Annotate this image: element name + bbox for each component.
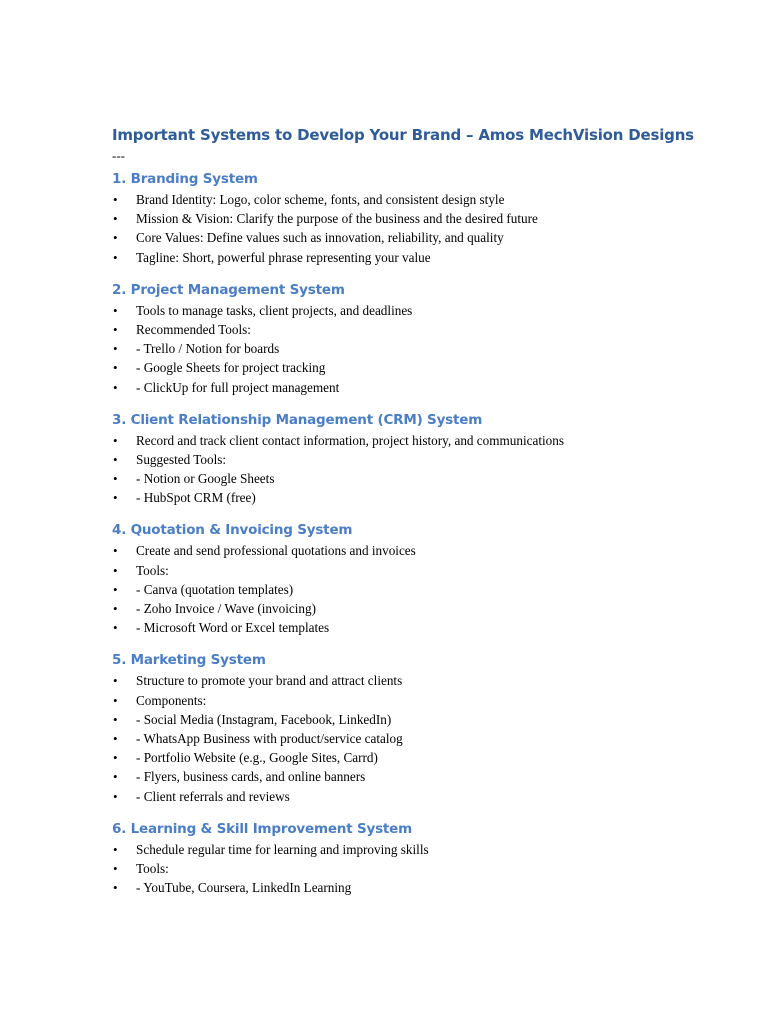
list-item <box>112 787 732 806</box>
bullet-list <box>112 431 732 508</box>
bullet-icon: • <box>113 562 118 578</box>
bullet-icon: • <box>113 360 118 376</box>
list-item <box>112 320 732 339</box>
list-item-text: Structure to promote your brand and attract clients <box>136 673 403 689</box>
section-client-relationship-management-crm-system <box>112 409 732 520</box>
bullet-icon: • <box>113 211 118 227</box>
section-project-management-system <box>112 279 732 409</box>
list-item <box>112 729 732 748</box>
list-item-text: Tools: <box>136 562 169 578</box>
list-item <box>112 228 732 247</box>
list-item <box>112 599 732 618</box>
list-item <box>112 859 732 878</box>
list-item-text: - Trello / Notion for boards <box>136 341 280 357</box>
list-item-text: - Microsoft Word or Excel templates <box>136 620 330 636</box>
list-item-text: Create and send professional quotations and invoices <box>136 543 416 559</box>
bullet-icon: • <box>113 880 118 896</box>
list-item-text: - HubSpot CRM (free) <box>136 490 256 506</box>
list-item-text: - Portfolio Website (e.g., Google Sites, Carrd) <box>136 750 378 766</box>
list-item-text: Suggested Tools: <box>136 451 227 467</box>
section-spacer <box>112 637 732 649</box>
list-item-text: Recommended Tools: <box>136 321 251 337</box>
bullet-icon: • <box>113 750 118 766</box>
bullet-icon: • <box>113 581 118 597</box>
list-item <box>112 580 732 599</box>
list-item <box>112 691 732 710</box>
list-item <box>112 339 732 358</box>
list-item <box>112 431 732 450</box>
section-learning-skill-improvement-system <box>112 818 732 898</box>
list-item <box>112 378 732 397</box>
list-item-text: - Google Sheets for project tracking <box>136 360 326 376</box>
list-item-text: - Flyers, business cards, and online banners <box>136 769 366 785</box>
bullet-icon: • <box>113 341 118 357</box>
bullet-list <box>112 301 732 397</box>
list-item <box>112 469 732 488</box>
bullet-icon: • <box>113 788 118 804</box>
bullet-list <box>112 671 732 805</box>
section-branding-system <box>112 168 732 279</box>
list-item-text: - Canva (quotation templates) <box>136 581 294 597</box>
list-item <box>112 190 732 209</box>
section-heading: 3. Client Relationship Management (CRM) System <box>112 411 483 428</box>
section-spacer <box>112 397 732 409</box>
section-heading: 2. Project Management System <box>112 281 345 298</box>
list-item <box>112 767 732 786</box>
bullet-icon: • <box>113 620 118 636</box>
list-item <box>112 358 732 377</box>
list-item-text: - Client referrals and reviews <box>136 788 290 804</box>
bullet-icon: • <box>113 601 118 616</box>
bullet-icon: • <box>113 432 118 448</box>
bullet-icon: • <box>113 692 118 708</box>
list-item-text: Tools to manage tasks, client projects, and deadlines <box>136 302 413 318</box>
list-item <box>112 671 732 690</box>
bullet-icon: • <box>113 673 118 689</box>
list-item-text: - Social Media (Instagram, Facebook, LinkedIn) <box>136 711 392 727</box>
bullet-icon: • <box>113 543 118 559</box>
list-item-text: Tools: <box>136 860 169 876</box>
bullet-icon: • <box>113 471 118 487</box>
bullet-icon: • <box>113 379 118 395</box>
section-heading: 4. Quotation & Invoicing System <box>112 522 353 539</box>
list-item-text: Schedule regular time for learning and improving skills <box>136 841 429 857</box>
bullet-icon: • <box>113 769 118 785</box>
section-spacer <box>112 267 732 279</box>
bullet-icon: • <box>113 451 118 467</box>
bullet-icon: • <box>113 711 118 727</box>
list-item <box>112 748 732 767</box>
list-item <box>112 248 732 267</box>
list-item-text: Record and track client contact information, project history, and communications <box>136 432 564 448</box>
list-item-text: - Notion or Google Sheets <box>136 471 275 487</box>
section-spacer <box>112 507 732 519</box>
bullet-icon: • <box>113 230 118 246</box>
bullet-list <box>112 190 732 267</box>
list-item <box>112 488 732 507</box>
document-page <box>112 124 732 897</box>
bullet-list <box>112 840 732 898</box>
list-item-text: - ClickUp for full project management <box>136 379 340 395</box>
sections-container <box>112 168 732 897</box>
section-heading: 5. Marketing System <box>112 652 266 669</box>
bullet-icon: • <box>113 249 118 265</box>
list-item <box>112 301 732 320</box>
section-spacer <box>112 806 732 818</box>
bullet-list <box>112 541 732 637</box>
list-item-text: Core Values: Define values such as innovation, reliability, and quality <box>136 230 504 246</box>
bullet-icon: • <box>113 841 118 857</box>
list-item-text: Brand Identity: Logo, color scheme, fonts, and consistent design style <box>136 192 505 207</box>
section-heading: 6. Learning & Skill Improvement System <box>112 820 412 837</box>
list-item-text: Tagline: Short, powerful phrase representing your value <box>136 249 431 265</box>
list-item-text: - Zoho Invoice / Wave (invoicing) <box>136 601 316 616</box>
bullet-icon: • <box>113 860 118 876</box>
list-item-text: - WhatsApp Business with product/service catalog <box>136 730 403 746</box>
bullet-icon: • <box>113 730 118 746</box>
bullet-icon: • <box>113 192 118 207</box>
list-item <box>112 209 732 228</box>
list-item-text: - YouTube, Coursera, LinkedIn Learning <box>136 880 352 896</box>
separator-line: --- <box>112 148 125 163</box>
document-title: Important Systems to Develop Your Brand – Amos MechVision Designs <box>112 126 694 144</box>
list-item <box>112 710 732 729</box>
bullet-icon: • <box>113 302 118 318</box>
list-item-text: Mission & Vision: Clarify the purpose of the business and the desired future <box>136 211 538 227</box>
bullet-icon: • <box>113 321 118 337</box>
bullet-icon: • <box>113 490 118 506</box>
section-marketing-system <box>112 649 732 817</box>
section-quotation-invoicing-system <box>112 519 732 649</box>
list-item <box>112 878 732 897</box>
list-item <box>112 450 732 469</box>
list-item-text: Components: <box>136 692 207 708</box>
section-heading: 1. Branding System <box>112 171 258 187</box>
list-item <box>112 840 732 859</box>
list-item <box>112 561 732 580</box>
list-item <box>112 618 732 637</box>
list-item <box>112 541 732 560</box>
